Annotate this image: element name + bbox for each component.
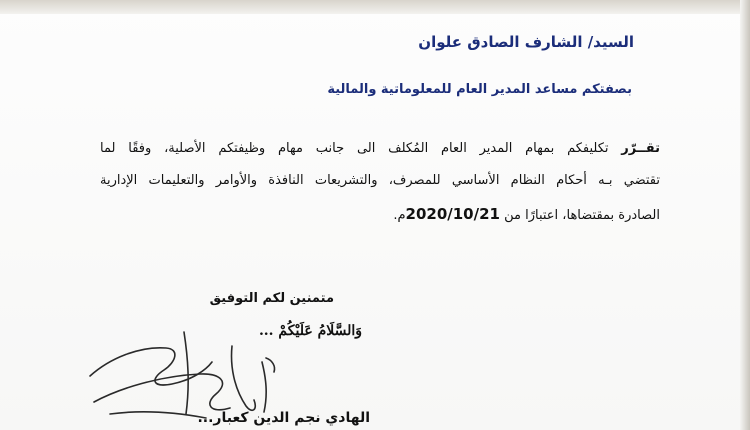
capacity-line: بصفتكم مساعد المدير العام للمعلوماتية والمالية xyxy=(327,82,632,97)
body-line-1-text: تكليفكم بمهام المدير العام المُكلف الى جانب مهام وظيفتكم الأصلية، وفقًا لما xyxy=(100,141,622,156)
effective-date: 2020/10/21 xyxy=(405,205,500,223)
body-line-1 xyxy=(100,141,660,156)
signer-name: الهادي نجم الدين كعبار... xyxy=(197,410,370,426)
closing-wishes: متمنين لكم التوفيق xyxy=(209,291,334,306)
date-suffix: م. xyxy=(393,208,406,223)
decision-word: تقــرّر xyxy=(621,141,660,156)
body-line-2: تقتضي بـه أحكام النظام الأساسي للمصرف، والتشريعات النافذة والأوامر والتعليمات الإدارية xyxy=(100,173,660,188)
closing-greeting: وَالسَّلَامُ عَلَيْكُمْ ... xyxy=(258,323,362,339)
addressee-line: السيد/ الشارف الصادق علوان xyxy=(418,33,634,51)
body-line-3 xyxy=(393,205,660,223)
scan-right-edge xyxy=(740,0,750,430)
body-line-3-text: الصادرة بمقتضاها، اعتبارًا من xyxy=(499,208,660,223)
scan-top-edge xyxy=(0,0,750,14)
